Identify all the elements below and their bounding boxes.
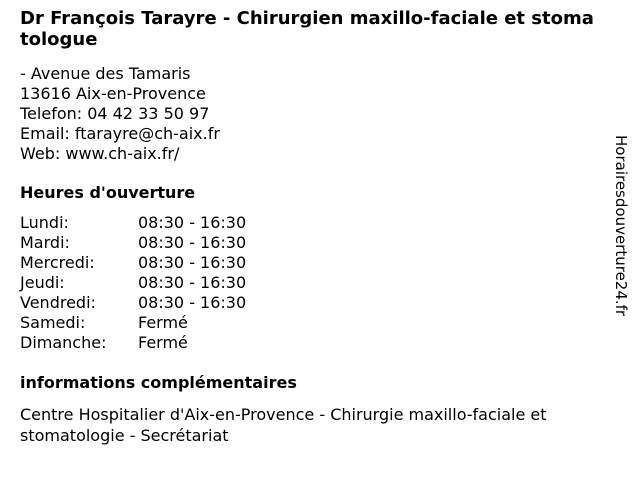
city-address: 13616 Aix-en-Provence [20,84,206,103]
day-name: Vendredi: [20,293,96,312]
day-name: Lundi: [20,213,69,232]
hours-row [20,233,246,253]
day-hours: Fermé [138,313,188,332]
day-hours: 08:30 - 16:30 [138,253,247,272]
hours-row [20,333,246,353]
phone-number: Telefon: 04 42 33 50 97 [20,104,210,123]
website: Web: www.ch-aix.fr/ [20,144,180,163]
site-watermark: Horairesdouverture24.fr [612,135,630,317]
opening-hours-heading: Heures d'ouverture [20,183,196,202]
page-title: Dr François Tarayre - Chirurgien maxillo-faciale et stomatologue [20,8,594,50]
additional-info-heading: informations complémentaires [20,373,297,392]
hours-row [20,253,246,273]
day-name: Jeudi: [20,273,65,292]
street-address: - Avenue des Tamaris [20,64,191,83]
day-hours: 08:30 - 16:30 [138,273,247,292]
day-name: Samedi: [20,313,86,332]
hours-row [20,293,246,313]
day-hours: Fermé [138,333,188,352]
address-block [20,64,220,164]
day-name: Mercredi: [20,253,95,272]
day-hours: 08:30 - 16:30 [138,233,247,252]
hours-row [20,213,246,233]
hours-row [20,273,246,293]
day-name: Dimanche: [20,333,107,352]
opening-hours-table [20,213,246,353]
email-address: Email: ftarayre@ch-aix.fr [20,124,220,143]
day-name: Mardi: [20,233,70,252]
day-hours: 08:30 - 16:30 [138,213,247,232]
additional-info-text: Centre Hospitalier d'Aix-en-Provence - Chirurgie maxillo-faciale et stomatologie - Secrétariat [20,405,547,445]
hours-row [20,313,246,333]
day-hours: 08:30 - 16:30 [138,293,247,312]
